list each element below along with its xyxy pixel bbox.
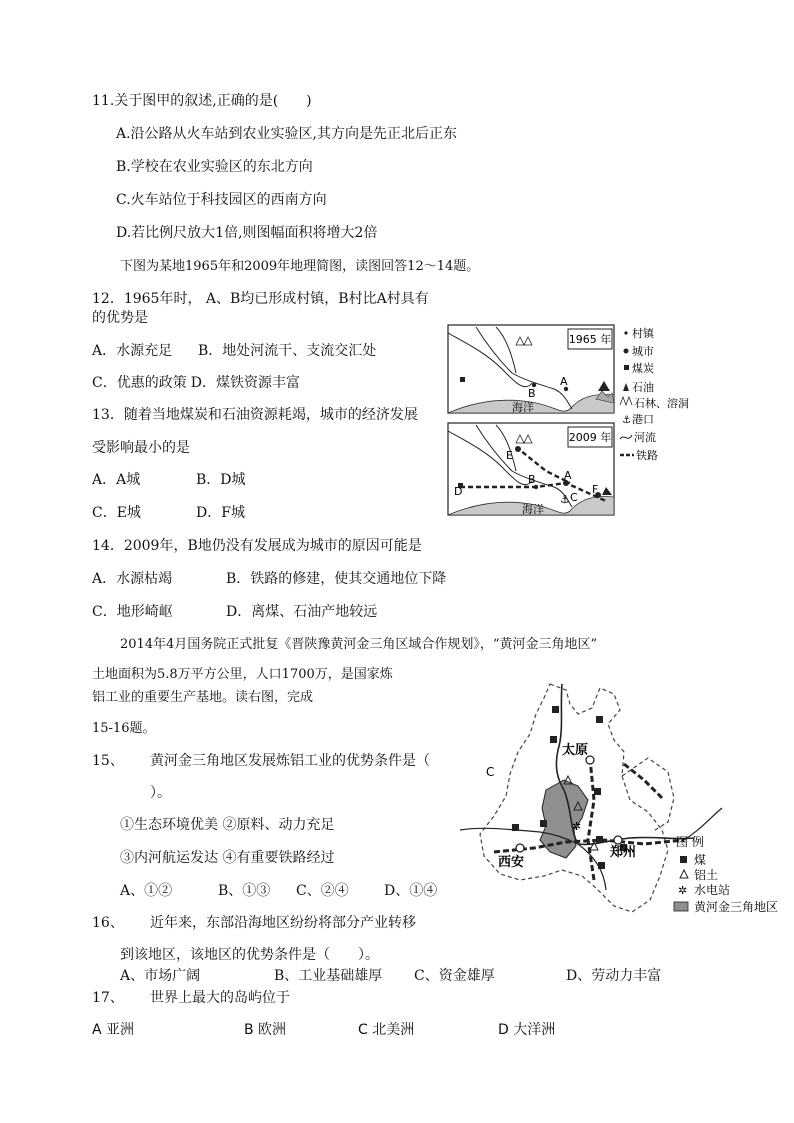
label-f: F bbox=[592, 483, 599, 496]
label-d: D bbox=[454, 485, 463, 498]
hydro-station-icon: ✲ bbox=[572, 820, 582, 833]
intro-12-14: 下图为某地1965年和2009年地理简图，读图回答12～14题。 bbox=[120, 259, 480, 274]
q11-option-d: D.若比例尺放大1倍,则图幅面积将增大2倍 bbox=[116, 225, 378, 241]
map1-legend bbox=[620, 326, 689, 462]
legend-city: 城市 bbox=[632, 345, 654, 358]
q12-stem-line2: 的优势是 bbox=[92, 310, 148, 326]
city-e-dot bbox=[515, 446, 521, 452]
sea-label-top: 海洋 bbox=[512, 401, 534, 414]
legend-karst: 石林、溶洞 bbox=[634, 397, 689, 410]
q17-stem: 世界上最大的岛屿位于 bbox=[150, 990, 290, 1006]
q16-stem: 近年来，东部沿海地区纷纷将部分产业转移 bbox=[150, 915, 416, 931]
q12-options-cd bbox=[92, 374, 300, 392]
q15-options bbox=[120, 882, 437, 900]
coal-icon-2 bbox=[596, 716, 603, 723]
q17-number: 17、 bbox=[92, 990, 124, 1006]
q14-stem: 14．2009年，B地仍没有发展成为城市的原因可能是 bbox=[92, 538, 422, 554]
label-b-bottom: B bbox=[528, 473, 536, 486]
coal-icon-1 bbox=[552, 706, 559, 713]
q14-option-b: B．铁路的修建，使其交通地位下降 bbox=[226, 571, 447, 587]
q11-option-c: C.火车站位于科技园区的西南方向 bbox=[116, 192, 327, 208]
legend-hydro: 水电站 bbox=[694, 883, 731, 897]
q15-option-d: D、①④ bbox=[384, 883, 438, 899]
label-e: E bbox=[506, 449, 513, 462]
q13-option-c: C．E城 bbox=[92, 505, 141, 521]
q12-option-d: D．煤铁资源丰富 bbox=[190, 375, 300, 391]
q14-option-a: A．水源枯竭 bbox=[92, 571, 173, 587]
q15-option-c: C、②④ bbox=[296, 883, 349, 899]
q15-statements-1: ①生态环境优美 ②原料、动力充足 bbox=[120, 817, 335, 833]
q16-options bbox=[120, 967, 661, 985]
legend-port-icon: ⚓ bbox=[622, 415, 631, 426]
q12-option-a: A．水源充足 bbox=[92, 343, 173, 359]
intro-15-16-line3: 铝工业的重要生产基地。读右图，完成 bbox=[92, 690, 314, 705]
legend-port: 港口 bbox=[632, 413, 654, 426]
q13-option-a: A．A城 bbox=[92, 472, 141, 488]
map2-legend bbox=[674, 834, 778, 914]
label-c: C bbox=[570, 491, 578, 504]
q14-options-ab bbox=[92, 570, 446, 588]
coal-icon-9 bbox=[598, 862, 605, 869]
q16-number: 16、 bbox=[92, 915, 124, 931]
legend-golden-triangle: 黄河金三角地区 bbox=[694, 900, 779, 914]
legend-coal: 煤炭 bbox=[632, 362, 654, 375]
q14-options-cd bbox=[92, 603, 377, 621]
q12-options-ab bbox=[92, 342, 376, 360]
q14-option-c: C．地形崎岖 bbox=[92, 604, 173, 620]
legend-oil: 石油 bbox=[632, 381, 654, 394]
coal-icon-4 bbox=[512, 824, 519, 831]
intro-15-16-line4: 15-16题。 bbox=[92, 721, 156, 736]
q11-option-a: A.沿公路从火车站到农业实验区,其方向是先正北后正东 bbox=[116, 126, 458, 142]
legend-village: 村镇 bbox=[632, 327, 654, 340]
q12-option-c: C．优惠的政策 bbox=[92, 375, 187, 391]
q15-number: 15、 bbox=[92, 753, 124, 769]
intro-15-16-line1: 2014年4月国务院正式批复《晋陕豫黄河金三角区域合作规划》，“黄河金三角地区” bbox=[120, 637, 598, 652]
city-xian-dot bbox=[516, 844, 524, 852]
year-2009-label: 2009 年 bbox=[568, 431, 612, 444]
coal-icon bbox=[460, 377, 465, 382]
map-1965-2009 bbox=[446, 323, 696, 518]
city-taiyuan: 太原 bbox=[562, 743, 589, 758]
legend-railway: 铁路 bbox=[636, 449, 658, 462]
q12-option-b: B．地处河流干、支流交汇处 bbox=[198, 343, 377, 359]
sea-label-bottom: 海洋 bbox=[522, 503, 544, 516]
q13-stem-line1: 13．随着当地煤炭和石油资源耗竭，城市的经济发展 bbox=[92, 407, 418, 423]
q17-option-a: A 亚洲 bbox=[92, 1022, 135, 1038]
q12-stem-line1: 12．1965年时， A、B均已形成村镇，B村比A村具有 bbox=[92, 291, 429, 307]
legend-river: 河流 bbox=[634, 431, 656, 444]
q15-option-a: A、①② bbox=[120, 883, 173, 899]
label-a-top: A bbox=[560, 375, 568, 388]
coal-icon-3 bbox=[550, 736, 557, 743]
q15-statements-2: ③内河航运发达 ④有重要铁路经过 bbox=[120, 850, 335, 866]
q14-option-d: D．离煤、石油产地较远 bbox=[226, 604, 378, 620]
city-xian: 西安 bbox=[498, 855, 525, 870]
map-1965-panel bbox=[448, 325, 614, 414]
coal-icon-7 bbox=[596, 836, 603, 843]
legend-title-map2: 图 例 bbox=[676, 835, 704, 849]
map-2009-panel bbox=[448, 423, 614, 516]
q16-option-a: A、市场广阔 bbox=[120, 968, 201, 984]
q13-options-cd bbox=[92, 504, 245, 522]
q17-option-c: C 北美洲 bbox=[358, 1022, 415, 1038]
label-b-top: B bbox=[528, 387, 536, 400]
map-golden-triangle bbox=[454, 680, 788, 920]
q11-option-b: B.学校在农业实验区的东北方向 bbox=[116, 159, 313, 175]
q13-option-d: D．F城 bbox=[196, 505, 245, 521]
city-zhengzhou: 郑州 bbox=[610, 845, 637, 860]
q15-stem: 黄河金三角地区发展炼铝工业的优势条件是（ bbox=[150, 753, 430, 769]
label-c-map2: C bbox=[486, 765, 495, 779]
q11-stem: 11.关于图甲的叙述,正确的是( ) bbox=[92, 93, 312, 109]
railway-north-south bbox=[588, 758, 594, 880]
intro-15-16-line2: 土地面积为5.8万平方公里，人口1700万，是国家炼 bbox=[92, 667, 393, 682]
port-icon: ⚓ bbox=[560, 493, 570, 506]
q16-option-b: B、工业基础雄厚 bbox=[274, 968, 383, 984]
label-a-bottom: A bbox=[564, 469, 572, 482]
city-zhengzhou-dot bbox=[614, 836, 622, 844]
year-1965-label: 1965 年 bbox=[568, 333, 612, 346]
q16-stem2: 到该地区，该地区的优势条件是（ ）。 bbox=[120, 947, 379, 963]
q13-stem-line2: 受影响最小的是 bbox=[92, 440, 190, 456]
q15-stem-end: ）。 bbox=[150, 785, 171, 801]
q13-option-b: B．D城 bbox=[196, 472, 246, 488]
q13-options-ab bbox=[92, 471, 246, 489]
q17-options bbox=[92, 1021, 555, 1039]
coal-icon-5 bbox=[540, 820, 547, 827]
q16-option-d: D、劳动力丰富 bbox=[566, 968, 662, 984]
legend-bauxite: 铝土 bbox=[694, 868, 719, 882]
q17-option-d: D 大洋洲 bbox=[498, 1022, 556, 1038]
legend-coal-map2: 煤 bbox=[694, 853, 707, 867]
q17-option-b: B 欧洲 bbox=[244, 1022, 287, 1038]
coal-icon-6 bbox=[594, 788, 601, 795]
q15-option-b: B、①③ bbox=[218, 883, 271, 899]
q16-option-c: C、资金雄厚 bbox=[414, 968, 495, 984]
legend-hydro-icon: ✲ bbox=[678, 884, 688, 897]
